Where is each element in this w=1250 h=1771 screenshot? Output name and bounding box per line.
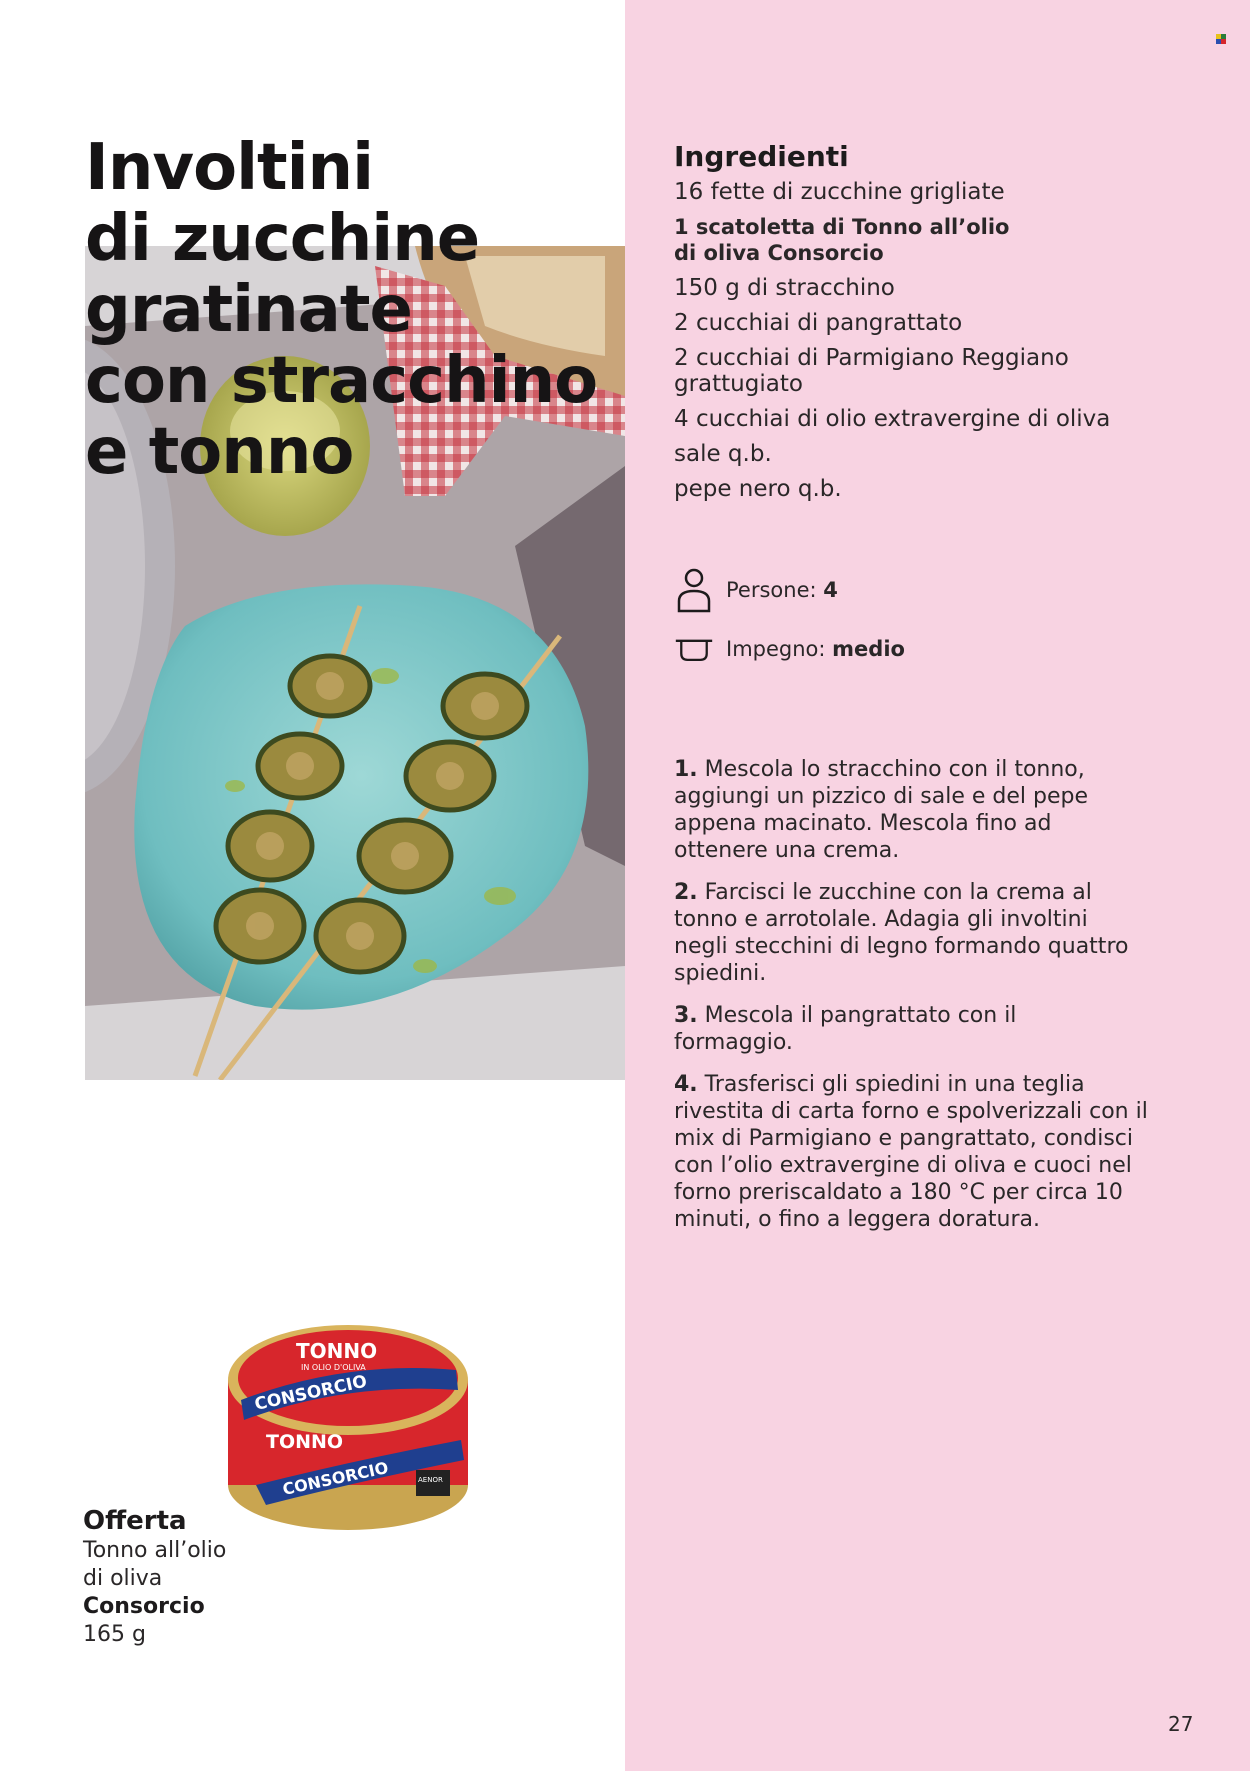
step-4 bbox=[674, 1071, 1194, 1233]
ingredient-item: 4 cucchiai di olio extravergine di oliva bbox=[674, 406, 1111, 432]
step-number: 1. bbox=[674, 757, 698, 782]
step-line: Farcisci le zucchine con la crema al bbox=[697, 880, 1092, 905]
step-line: Mescola il pangrattato con il bbox=[697, 1003, 1017, 1028]
ingredient-item-featured bbox=[674, 214, 1194, 266]
can-label-top: TONNO bbox=[296, 1339, 378, 1363]
offer-product-line: Tonno all’olio bbox=[83, 1538, 227, 1563]
step-line: spiedini. bbox=[674, 961, 767, 986]
ingredient-item: pepe nero q.b. bbox=[674, 476, 842, 502]
step-line: Trasferisci gli spiedini in una teglia bbox=[697, 1072, 1085, 1097]
step-line: formaggio. bbox=[674, 1030, 793, 1055]
step-line: minuti, o fino a leggera doratura. bbox=[674, 1207, 1041, 1232]
offer-weight: 165 g bbox=[83, 1622, 146, 1647]
pot-icon bbox=[674, 626, 714, 672]
persons-text bbox=[726, 578, 838, 602]
can-label-sub: IN OLIO D'OLIVA bbox=[301, 1363, 366, 1372]
step-line: appena macinato. Mescola fino ad bbox=[674, 811, 1052, 836]
page-number: 27 bbox=[1168, 1712, 1194, 1736]
title-line: e tonno bbox=[85, 415, 354, 489]
step-1 bbox=[674, 756, 1194, 864]
steps-section bbox=[674, 756, 1194, 1248]
effort-value: medio bbox=[832, 637, 905, 661]
step-line: aggiungi un pizzico di sale e del pepe bbox=[674, 784, 1088, 809]
ingredient-item: sale q.b. bbox=[674, 441, 772, 467]
ingredient-line: grattugiato bbox=[674, 371, 803, 397]
ingredients-section bbox=[674, 140, 1194, 511]
step-line: mix di Parmigiano e pangrattato, condisci bbox=[674, 1126, 1134, 1151]
ingredient-item bbox=[674, 345, 1194, 397]
step-2 bbox=[674, 879, 1194, 987]
color-registration-mark bbox=[1216, 34, 1226, 44]
step-number: 4. bbox=[674, 1072, 698, 1097]
offer-heading: Offerta bbox=[83, 1506, 187, 1536]
ingredient-item: 150 g di stracchino bbox=[674, 275, 895, 301]
ingredient-item: 16 fette di zucchine grigliate bbox=[674, 179, 1005, 205]
title-line: di zucchine bbox=[85, 202, 480, 276]
offer-product-line: di oliva bbox=[83, 1566, 163, 1591]
step-number: 2. bbox=[674, 880, 698, 905]
offer-box bbox=[83, 1505, 283, 1649]
can-brand-front: CONSORCIO bbox=[280, 1457, 390, 1499]
ingredient-line: 1 scatoletta di Tonno all’olio bbox=[674, 215, 1010, 239]
persons-row bbox=[674, 567, 838, 613]
effort-row bbox=[674, 626, 905, 672]
person-icon bbox=[674, 567, 714, 613]
step-line: Mescola lo stracchino con il tonno, bbox=[697, 757, 1085, 782]
step-line: ottenere una crema. bbox=[674, 838, 900, 863]
title-line: con stracchino bbox=[85, 344, 598, 418]
step-number: 3. bbox=[674, 1003, 698, 1028]
recipe-title bbox=[85, 133, 705, 488]
step-3 bbox=[674, 1002, 1194, 1056]
step-line: rivestita di carta forno e spolverizzali con il bbox=[674, 1099, 1148, 1124]
offer-brand: Consorcio bbox=[83, 1594, 205, 1619]
step-line: con l’olio extravergine di oliva e cuoci nel bbox=[674, 1153, 1132, 1178]
effort-label: Impegno: bbox=[726, 637, 826, 661]
ingredient-line: di oliva Consorcio bbox=[674, 241, 884, 265]
tuna-can-image bbox=[226, 1320, 471, 1535]
ingredients-heading: Ingredienti bbox=[674, 140, 849, 173]
ingredient-line: 2 cucchiai di Parmigiano Reggiano bbox=[674, 345, 1069, 371]
ingredient-item: 2 cucchiai di pangrattato bbox=[674, 310, 963, 336]
can-certification-mark: AENOR bbox=[418, 1476, 443, 1484]
effort-text bbox=[726, 637, 905, 661]
can-brand: CONSORCIO bbox=[252, 1371, 369, 1415]
persons-value: 4 bbox=[823, 578, 838, 602]
step-line: negli stecchini di legno formando quattro bbox=[674, 934, 1129, 959]
persons-label: Persone: bbox=[726, 578, 817, 602]
title-line: gratinate bbox=[85, 273, 412, 347]
can-label-front: TONNO bbox=[266, 1431, 344, 1453]
step-line: forno preriscaldato a 180 °C per circa 10 bbox=[674, 1180, 1123, 1205]
title-line: Involtini bbox=[85, 131, 374, 205]
step-line: tonno e arrotolale. Adagia gli involtini bbox=[674, 907, 1088, 932]
